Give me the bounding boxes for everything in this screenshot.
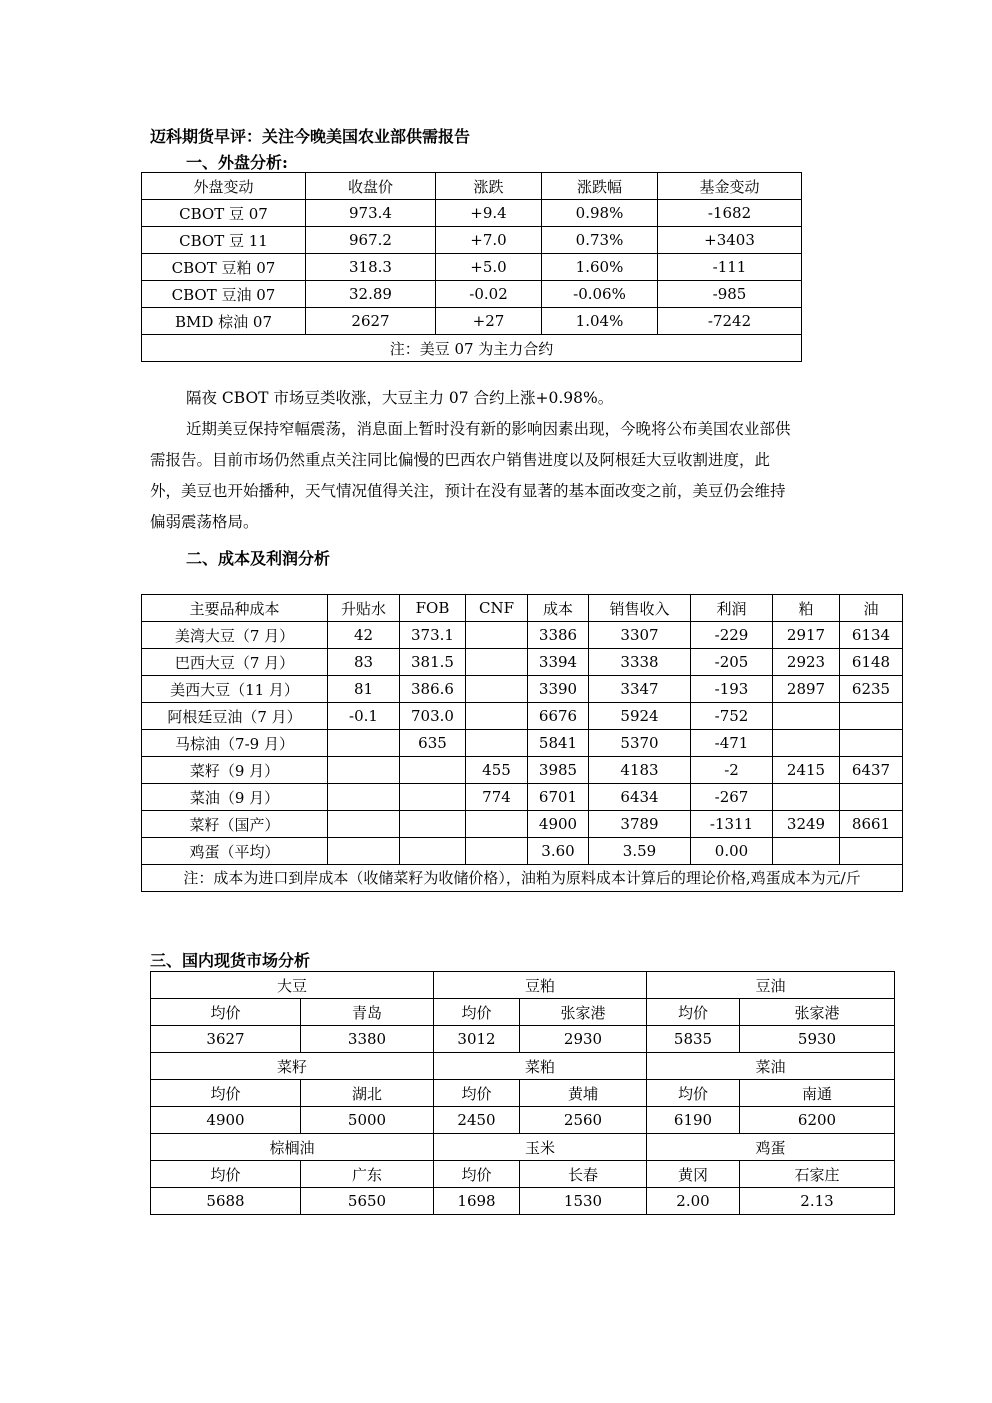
price-label: 均价 <box>151 1161 301 1188</box>
commodity-name: 棕榈油 <box>151 1134 434 1161</box>
table-cell <box>328 811 400 838</box>
table-cell: -111 <box>658 254 802 281</box>
section3-heading: 三、国内现货市场分析 <box>150 951 311 970</box>
commodity-name: 菜粕 <box>434 1053 647 1080</box>
table-cell: 386.6 <box>400 676 466 703</box>
table-cell: 菜籽（国产） <box>142 811 328 838</box>
table-note-row <box>142 865 903 892</box>
table-cell: 4183 <box>589 757 691 784</box>
table-cell: 2627 <box>306 308 436 335</box>
price-value: 2.00 <box>647 1188 740 1215</box>
price-label: 均价 <box>434 1080 520 1107</box>
table-cell: 2923 <box>773 649 840 676</box>
cost-profit-table <box>141 594 903 892</box>
table-cell: -0.06% <box>542 281 658 308</box>
price-value: 5000 <box>301 1107 434 1134</box>
table-cell: 3386 <box>528 622 589 649</box>
table-cell: 6434 <box>589 784 691 811</box>
table-cell: 3985 <box>528 757 589 784</box>
table-cell: 5370 <box>589 730 691 757</box>
commodity-value-row <box>151 1026 895 1053</box>
table-cell <box>400 811 466 838</box>
table-cell: 6701 <box>528 784 589 811</box>
table-cell: 3789 <box>589 811 691 838</box>
commodity-label-row <box>151 1161 895 1188</box>
commodity-name: 大豆 <box>151 972 434 999</box>
column-header: 销售收入 <box>589 595 691 622</box>
table-cell: 0.98% <box>542 200 658 227</box>
table-row <box>142 784 903 811</box>
column-header: 粕 <box>773 595 840 622</box>
table-cell: 0.00 <box>691 838 773 865</box>
table-header-row <box>142 173 802 200</box>
price-label: 均价 <box>434 1161 520 1188</box>
table-cell: 3347 <box>589 676 691 703</box>
price-value: 2.13 <box>740 1188 895 1215</box>
column-header: 基金变动 <box>658 173 802 200</box>
table-cell: 32.89 <box>306 281 436 308</box>
table-cell <box>840 784 903 811</box>
table-cell: 1.60% <box>542 254 658 281</box>
table-row <box>142 757 903 784</box>
table-cell: 42 <box>328 622 400 649</box>
column-header: 涨跌 <box>436 173 542 200</box>
column-header: 利润 <box>691 595 773 622</box>
commodity-label-row <box>151 999 895 1026</box>
table-cell: CBOT 豆 11 <box>142 227 306 254</box>
table-row <box>142 200 802 227</box>
price-value: 6200 <box>740 1107 895 1134</box>
table-cell: 381.5 <box>400 649 466 676</box>
table-cell: 3338 <box>589 649 691 676</box>
price-label: 南通 <box>740 1080 895 1107</box>
table-cell: 973.4 <box>306 200 436 227</box>
price-value: 1530 <box>520 1188 647 1215</box>
price-label: 长春 <box>520 1161 647 1188</box>
table-cell: -1311 <box>691 811 773 838</box>
price-value: 4900 <box>151 1107 301 1134</box>
table-cell: +3403 <box>658 227 802 254</box>
table-cell: +5.0 <box>436 254 542 281</box>
table-row <box>142 227 802 254</box>
table-cell <box>773 703 840 730</box>
table-cell <box>466 676 528 703</box>
table-cell: 83 <box>328 649 400 676</box>
price-value: 6190 <box>647 1107 740 1134</box>
table-cell: -193 <box>691 676 773 703</box>
table-cell: 菜油（9 月） <box>142 784 328 811</box>
table-cell: CBOT 豆粕 07 <box>142 254 306 281</box>
price-value: 3380 <box>301 1026 434 1053</box>
table-note: 注：成本为进口到岸成本（收储菜籽为收储价格），油粕为原料成本计算后的理论价格,鸡蛋成本为元/斤 <box>142 865 903 892</box>
table-cell: -471 <box>691 730 773 757</box>
table-cell: -0.02 <box>436 281 542 308</box>
column-header: 升贴水 <box>328 595 400 622</box>
table-cell: 6235 <box>840 676 903 703</box>
commodity-name: 豆粕 <box>434 972 647 999</box>
commodity-name-row <box>151 1134 895 1161</box>
commodity-label-row <box>151 1080 895 1107</box>
table-row <box>142 281 802 308</box>
table-cell <box>840 730 903 757</box>
table-cell <box>466 730 528 757</box>
column-header: 涨跌幅 <box>542 173 658 200</box>
price-label: 均价 <box>647 1080 740 1107</box>
table-cell: 6676 <box>528 703 589 730</box>
table-row <box>142 308 802 335</box>
table-cell: 美西大豆（11 月） <box>142 676 328 703</box>
table-cell: 967.2 <box>306 227 436 254</box>
column-header: 成本 <box>528 595 589 622</box>
table-cell <box>328 784 400 811</box>
price-value: 2930 <box>520 1026 647 1053</box>
table-cell: -267 <box>691 784 773 811</box>
price-value: 3012 <box>434 1026 520 1053</box>
table-cell: 774 <box>466 784 528 811</box>
table-cell: 81 <box>328 676 400 703</box>
foreign-market-table <box>141 172 802 362</box>
commodity-name: 豆油 <box>647 972 895 999</box>
table-cell <box>466 622 528 649</box>
price-value: 3627 <box>151 1026 301 1053</box>
table-cell: 阿根廷豆油（7 月） <box>142 703 328 730</box>
column-header: 收盘价 <box>306 173 436 200</box>
domestic-spot-table <box>150 971 895 1215</box>
table-row <box>142 622 903 649</box>
table-cell <box>466 703 528 730</box>
commodity-name-row <box>151 1053 895 1080</box>
price-label: 黄冈 <box>647 1161 740 1188</box>
table-cell: 6148 <box>840 649 903 676</box>
table-cell: -7242 <box>658 308 802 335</box>
table-cell <box>840 838 903 865</box>
price-label: 张家港 <box>520 999 647 1026</box>
table-cell: 菜籽（9 月） <box>142 757 328 784</box>
table-cell: 2917 <box>773 622 840 649</box>
table-cell <box>328 757 400 784</box>
table-cell: 3307 <box>589 622 691 649</box>
table-cell: 美湾大豆（7 月） <box>142 622 328 649</box>
table-cell: 2897 <box>773 676 840 703</box>
table-cell <box>773 838 840 865</box>
price-label: 均价 <box>434 999 520 1026</box>
table-cell: 0.73% <box>542 227 658 254</box>
table-cell: 455 <box>466 757 528 784</box>
table-cell: 马棕油（7-9 月） <box>142 730 328 757</box>
table-header-row <box>142 595 903 622</box>
table-note-row <box>142 335 802 362</box>
table-row <box>142 649 903 676</box>
table-cell: 1.04% <box>542 308 658 335</box>
price-value: 2450 <box>434 1107 520 1134</box>
column-header: 主要品种成本 <box>142 595 328 622</box>
commodity-value-row <box>151 1107 895 1134</box>
table-cell: -229 <box>691 622 773 649</box>
table-cell: 3249 <box>773 811 840 838</box>
table-cell: 3390 <box>528 676 589 703</box>
table-cell <box>466 811 528 838</box>
table-cell: 6134 <box>840 622 903 649</box>
table-cell: 3394 <box>528 649 589 676</box>
table-row <box>142 676 903 703</box>
price-label: 均价 <box>151 999 301 1026</box>
table-row <box>142 730 903 757</box>
table-cell: 3.59 <box>589 838 691 865</box>
table-cell: 2415 <box>773 757 840 784</box>
table-cell: -985 <box>658 281 802 308</box>
table-cell: +9.4 <box>436 200 542 227</box>
table-cell: 5841 <box>528 730 589 757</box>
paragraph-1: 隔夜 CBOT 市场豆类收涨，大豆主力 07 合约上涨+0.98%。 <box>186 389 614 407</box>
table-cell: 5924 <box>589 703 691 730</box>
price-label: 湖北 <box>301 1080 434 1107</box>
table-cell <box>400 757 466 784</box>
column-header: CNF <box>466 595 528 622</box>
column-header: 外盘变动 <box>142 173 306 200</box>
price-label: 石家庄 <box>740 1161 895 1188</box>
price-label: 广东 <box>301 1161 434 1188</box>
table-row <box>142 254 802 281</box>
price-value: 5688 <box>151 1188 301 1215</box>
table-row <box>142 703 903 730</box>
table-cell: 635 <box>400 730 466 757</box>
section2-heading: 二、成本及利润分析 <box>186 549 331 568</box>
table-cell: 703.0 <box>400 703 466 730</box>
table-cell: 6437 <box>840 757 903 784</box>
price-value: 5650 <box>301 1188 434 1215</box>
table-cell: +27 <box>436 308 542 335</box>
table-cell: -1682 <box>658 200 802 227</box>
commodity-name: 菜油 <box>647 1053 895 1080</box>
table-cell <box>400 838 466 865</box>
table-note: 注：美豆 07 为主力合约 <box>142 335 802 362</box>
price-label: 青岛 <box>301 999 434 1026</box>
table-cell <box>773 730 840 757</box>
price-value: 2560 <box>520 1107 647 1134</box>
table-row <box>142 811 903 838</box>
table-cell <box>400 784 466 811</box>
paragraph-2: 近期美豆保持窄幅震荡，消息面上暂时没有新的影响因素出现，今晚将公布美国农业部供需报告。目前市场仍然重点关注同比偏慢的巴西农户销售进度以及阿根廷大豆收割进度，此外，美豆也开始播种，天气情况值得关注，预计在没有显著的基本面改变之前，美豆仍会维持偏弱震荡格局。 <box>150 420 791 531</box>
column-header: FOB <box>400 595 466 622</box>
table-cell: 4900 <box>528 811 589 838</box>
price-value: 5930 <box>740 1026 895 1053</box>
column-header: 油 <box>840 595 903 622</box>
price-value: 1698 <box>434 1188 520 1215</box>
table-cell: 3.60 <box>528 838 589 865</box>
table-cell: CBOT 豆 07 <box>142 200 306 227</box>
price-value: 5835 <box>647 1026 740 1053</box>
table-cell <box>328 730 400 757</box>
table-cell <box>466 838 528 865</box>
table-row <box>142 838 903 865</box>
price-label: 均价 <box>647 999 740 1026</box>
commodity-name: 菜籽 <box>151 1053 434 1080</box>
table-cell: -205 <box>691 649 773 676</box>
table-cell: 373.1 <box>400 622 466 649</box>
price-label: 张家港 <box>740 999 895 1026</box>
report-title: 迈科期货早评：关注今晚美国农业部供需报告 <box>150 127 471 146</box>
table-cell: -2 <box>691 757 773 784</box>
commodity-name: 玉米 <box>434 1134 647 1161</box>
commodity-name-row <box>151 972 895 999</box>
table-cell: BMD 棕油 07 <box>142 308 306 335</box>
table-cell: -0.1 <box>328 703 400 730</box>
table-cell <box>840 703 903 730</box>
price-label: 均价 <box>151 1080 301 1107</box>
commodity-value-row <box>151 1188 895 1215</box>
table-cell <box>773 784 840 811</box>
commodity-name: 鸡蛋 <box>647 1134 895 1161</box>
table-cell: 巴西大豆（7 月） <box>142 649 328 676</box>
table-cell <box>328 838 400 865</box>
table-cell: +7.0 <box>436 227 542 254</box>
table-cell: 318.3 <box>306 254 436 281</box>
table-cell: 8661 <box>840 811 903 838</box>
price-label: 黄埔 <box>520 1080 647 1107</box>
table-cell: 鸡蛋（平均） <box>142 838 328 865</box>
table-cell <box>466 649 528 676</box>
table-cell: CBOT 豆油 07 <box>142 281 306 308</box>
table-cell: -752 <box>691 703 773 730</box>
section1-heading: 一、外盘分析: <box>186 153 288 172</box>
